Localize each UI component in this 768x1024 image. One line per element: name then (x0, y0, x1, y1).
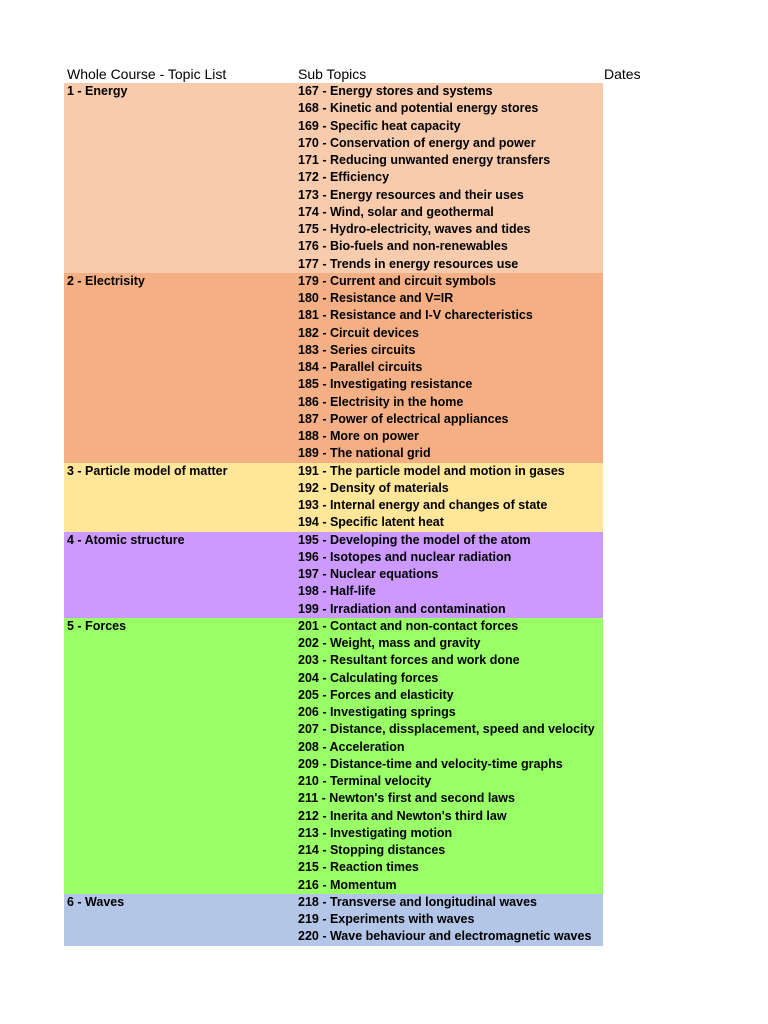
subtopic-list (294, 273, 603, 463)
topic-section (64, 273, 603, 463)
subtopic-item: 209 - Distance-time and velocity-time graphs (298, 756, 563, 771)
subtopic-item: 173 - Energy resources and their uses (298, 187, 524, 202)
subtopic-item: 181 - Resistance and I-V charecteristics (298, 308, 533, 323)
topic-table (64, 83, 603, 946)
topic-label: 2 - Electrisity (67, 273, 145, 288)
topic-section (64, 532, 603, 618)
subtopic-item: 172 - Efficiency (298, 170, 390, 185)
subtopic-item: 174 - Wind, solar and geothermal (298, 204, 494, 219)
subtopic-item: 184 - Parallel circuits (298, 360, 423, 374)
subtopic-list (294, 532, 603, 618)
subtopic-item: 189 - The national grid (298, 446, 431, 461)
header-topic-list: Whole Course - Topic List (67, 66, 227, 82)
topic-section (64, 83, 603, 273)
topic-cell (64, 894, 294, 946)
subtopic-item: 216 - Momentum (298, 877, 397, 892)
subtopic-item: 195 - Developing the model of the atom (298, 532, 531, 547)
header-dates: Dates (604, 66, 641, 82)
subtopic-item: 196 - Isotopes and nuclear radiation (298, 549, 512, 564)
subtopic-item: 168 - Kinetic and potential energy stores (298, 101, 539, 116)
subtopic-item: 175 - Hydro-electricity, waves and tides (298, 222, 531, 236)
subtopic-item: 214 - Stopping distances (298, 843, 446, 857)
column-headers (0, 65, 768, 83)
subtopic-item: 199 - Irradiation and contamination (298, 601, 506, 616)
subtopic-item: 167 - Energy stores and systems (298, 84, 493, 98)
subtopic-item: 186 - Electrisity in the home (298, 394, 464, 409)
topic-section (64, 618, 603, 894)
subtopic-item: 193 - Internal energy and changes of state (298, 498, 548, 512)
subtopic-item: 188 - More on power (298, 429, 419, 443)
subtopic-item: 211 - Newton's first and second laws (298, 791, 515, 806)
subtopic-item: 205 - Forces and elasticity (298, 687, 454, 702)
subtopic-list (294, 894, 603, 946)
subtopic-item: 182 - Circuit devices (298, 325, 419, 340)
topic-label: 6 - Waves (67, 894, 125, 909)
topic-section (64, 463, 603, 532)
subtopic-item: 176 - Bio-fuels and non-renewables (298, 239, 508, 254)
subtopic-item: 194 - Specific latent heat (298, 515, 444, 530)
subtopic-item: 180 - Resistance and V=IR (298, 291, 454, 305)
subtopic-item: 179 - Current and circuit symbols (298, 273, 496, 288)
subtopic-item: 204 - Calculating forces (298, 670, 439, 685)
subtopic-item: 206 - Investigating springs (298, 705, 456, 719)
topic-cell (64, 618, 294, 894)
subtopic-item: 202 - Weight, mass and gravity (298, 636, 481, 650)
subtopic-item: 177 - Trends in energy resources use (298, 256, 519, 271)
topic-cell (64, 463, 294, 532)
topic-label: 5 - Forces (67, 618, 127, 633)
subtopic-item: 215 - Reaction times (298, 860, 419, 875)
subtopic-item: 203 - Resultant forces and work done (298, 653, 520, 668)
topic-label: 3 - Particle model of matter (67, 463, 228, 478)
subtopic-item: 185 - Investigating resistance (298, 377, 473, 392)
topic-cell (64, 83, 294, 273)
subtopic-item: 210 - Terminal velocity (298, 774, 432, 788)
subtopic-list (294, 463, 603, 532)
subtopic-item: 171 - Reducing unwanted energy transfers (298, 153, 551, 167)
subtopic-item: 201 - Contact and non-contact forces (298, 618, 519, 633)
subtopic-item: 170 - Conservation of energy and power (298, 135, 536, 150)
subtopic-item: 187 - Power of electrical appliances (298, 411, 509, 426)
subtopic-item: 219 - Experiments with waves (298, 912, 475, 926)
topic-section (64, 894, 603, 946)
topic-label: 1 - Energy (67, 84, 128, 98)
subtopic-item: 207 - Distance, dissplacement, speed and velocity (298, 722, 595, 737)
topic-cell (64, 532, 294, 618)
header-sub-topics: Sub Topics (298, 66, 367, 82)
subtopic-item: 212 - Inerita and Newton's third law (298, 808, 507, 823)
subtopic-item: 198 - Half-life (298, 584, 376, 599)
subtopic-item: 220 - Wave behaviour and electromagnetic waves (298, 929, 592, 944)
subtopic-item: 218 - Transverse and longitudinal waves (298, 894, 537, 909)
subtopic-list (294, 618, 603, 894)
subtopic-list (294, 83, 603, 273)
subtopic-item: 183 - Series circuits (298, 342, 416, 357)
subtopic-item: 208 - Acceleration (298, 739, 405, 754)
subtopic-item: 192 - Density of materials (298, 480, 449, 495)
topic-cell (64, 273, 294, 463)
subtopic-item: 169 - Specific heat capacity (298, 118, 461, 133)
subtopic-item: 213 - Investigating motion (298, 825, 453, 840)
topic-label: 4 - Atomic structure (67, 532, 185, 547)
subtopic-item: 197 - Nuclear equations (298, 567, 439, 581)
subtopic-item: 191 - The particle model and motion in gases (298, 463, 565, 478)
